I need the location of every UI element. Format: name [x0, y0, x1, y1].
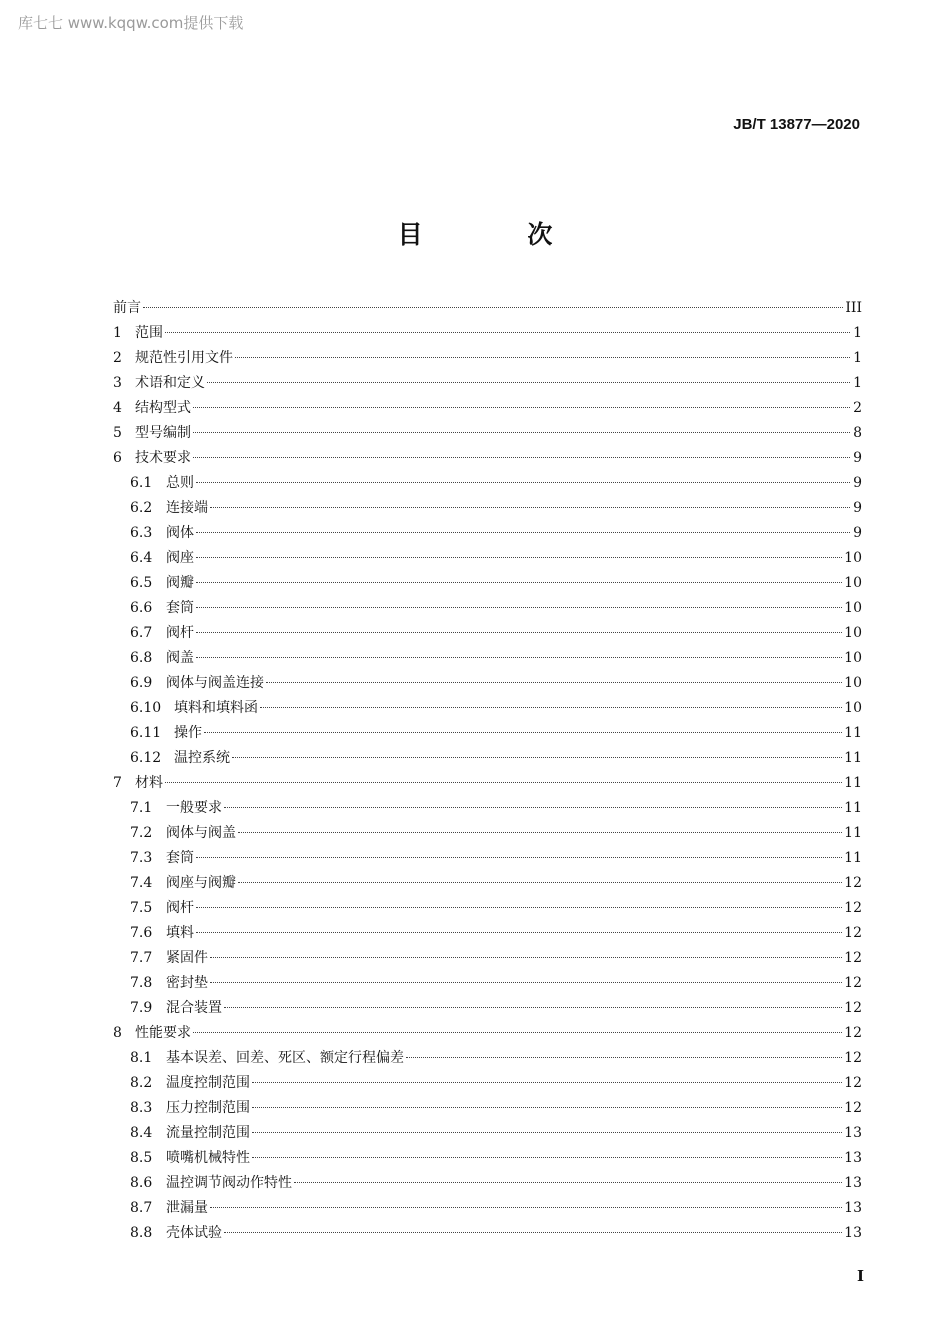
toc-entry-title: 温控调节阀动作特性 — [166, 1175, 292, 1191]
toc-entry-title: 阀体 — [166, 525, 194, 541]
toc-entry-title: 性能要求 — [135, 1025, 191, 1041]
toc-entry-page: 10 — [844, 650, 862, 666]
toc-entry-number: 7.1 — [130, 800, 153, 816]
toc-entry-title: 型号编制 — [135, 425, 191, 441]
toc-leader-dots — [238, 881, 842, 883]
toc-entry-number: 2 — [113, 350, 122, 366]
toc-leader-dots — [196, 631, 842, 633]
toc-entry[interactable] — [113, 846, 862, 871]
toc-entry-number: 8.3 — [130, 1100, 153, 1116]
toc-entry-page: 10 — [844, 600, 862, 616]
toc-entry-page: III — [845, 300, 862, 316]
toc-entry-number: 6.11 — [130, 725, 162, 741]
toc-entry-number: 6.1 — [130, 475, 153, 491]
toc-leader-dots — [224, 1231, 842, 1233]
toc-entry-number: 6.5 — [130, 575, 153, 591]
toc-entry[interactable] — [113, 796, 862, 821]
toc-entry-page: 12 — [844, 1050, 862, 1066]
toc-entry[interactable] — [113, 746, 862, 771]
toc-entry-page: 13 — [844, 1175, 862, 1191]
toc-entry-page: 11 — [844, 775, 862, 791]
toc-entry-title: 阀杆 — [166, 900, 194, 916]
toc-entry-number: 5 — [113, 425, 122, 441]
toc-entry-page: 1 — [853, 325, 862, 341]
toc-entry-number: 7.4 — [130, 875, 153, 891]
toc-entry-page: 12 — [844, 925, 862, 941]
toc-entry-number: 6.7 — [130, 625, 153, 641]
toc-entry-page: 10 — [844, 575, 862, 591]
toc-leader-dots — [193, 406, 850, 408]
toc-entry-title: 温度控制范围 — [166, 1075, 250, 1091]
toc-entry-title: 阀体与阀盖连接 — [166, 675, 264, 691]
toc-entry-page: 13 — [844, 1200, 862, 1216]
toc-entry-page: 9 — [853, 500, 862, 516]
toc-entry[interactable] — [113, 1071, 862, 1096]
toc-leader-dots — [252, 1156, 842, 1158]
toc-leader-dots — [196, 931, 842, 933]
toc-entry-page: 9 — [853, 450, 862, 466]
toc-entry-title: 紧固件 — [166, 950, 208, 966]
toc-entry-title: 喷嘴机械特性 — [166, 1150, 250, 1166]
toc-leader-dots — [196, 906, 842, 908]
toc-entry-number: 7.8 — [130, 975, 153, 991]
toc-entry-page: 12 — [844, 950, 862, 966]
toc-entry-number: 6.6 — [130, 600, 153, 616]
toc-leader-dots — [165, 781, 842, 783]
toc-leader-dots — [224, 1006, 842, 1008]
toc-entry-number: 8.4 — [130, 1125, 153, 1141]
toc-entry-number: 6.2 — [130, 500, 153, 516]
toc-entry-title: 套筒 — [166, 850, 194, 866]
toc-entry-page: 12 — [844, 1075, 862, 1091]
toc-leader-dots — [210, 956, 842, 958]
toc-entry-page: 12 — [844, 975, 862, 991]
toc-entry-number: 3 — [113, 375, 122, 391]
watermark-text: 库七七 www.kqqw.com提供下载 — [18, 14, 244, 32]
toc-entry-number: 7.2 — [130, 825, 153, 841]
toc-leader-dots — [294, 1181, 842, 1183]
toc-entry-number: 8.8 — [130, 1225, 153, 1241]
toc-leader-dots — [196, 531, 850, 533]
toc-entry[interactable] — [113, 696, 862, 721]
toc-leader-dots — [252, 1106, 842, 1108]
standard-number: JB/T 13877—2020 — [733, 116, 860, 133]
toc-leader-dots — [196, 856, 842, 858]
toc-entry-number: 6.9 — [130, 675, 153, 691]
toc-entry-title: 阀座与阀瓣 — [166, 875, 236, 891]
toc-entry-title: 填料 — [166, 925, 194, 941]
toc-entry-page: 10 — [844, 550, 862, 566]
toc-leader-dots — [193, 456, 850, 458]
toc-leader-dots — [196, 581, 842, 583]
toc-entry[interactable] — [113, 321, 862, 346]
toc-entry[interactable] — [113, 946, 862, 971]
toc-entry-number: 6.4 — [130, 550, 153, 566]
toc-entry[interactable] — [113, 521, 862, 546]
toc-leader-dots — [260, 706, 842, 708]
toc-leader-dots — [204, 731, 842, 733]
toc-entry[interactable] — [113, 971, 862, 996]
toc-entry-title: 阀盖 — [166, 650, 194, 666]
toc-entry-title: 压力控制范围 — [166, 1100, 250, 1116]
toc-leader-dots — [196, 481, 850, 483]
toc-entry-number: 8.6 — [130, 1175, 153, 1191]
toc-title: 目 次 — [397, 220, 601, 249]
toc-entry-page: 11 — [844, 850, 862, 866]
toc-leader-dots — [238, 831, 842, 833]
toc-entry-number: 6.3 — [130, 525, 153, 541]
toc-entry-title: 阀体与阀盖 — [166, 825, 236, 841]
toc-entry-title: 阀杆 — [166, 625, 194, 641]
toc-entry-number: 6.8 — [130, 650, 153, 666]
toc-entry-title: 操作 — [174, 725, 202, 741]
toc-entry[interactable] — [113, 421, 862, 446]
toc-entry[interactable] — [113, 296, 862, 321]
toc-entry-title: 混合装置 — [166, 1000, 222, 1016]
toc-entry-title: 总则 — [166, 475, 194, 491]
table-of-contents — [113, 296, 862, 1246]
toc-entry-number: 6.10 — [130, 700, 162, 716]
toc-leader-dots — [224, 806, 842, 808]
toc-entry-title: 流量控制范围 — [166, 1125, 250, 1141]
toc-entry-title: 填料和填料函 — [174, 700, 258, 716]
toc-entry[interactable] — [113, 671, 862, 696]
toc-entry-page: 11 — [844, 825, 862, 841]
toc-entry-number: 6 — [113, 450, 122, 466]
toc-entry[interactable] — [113, 346, 862, 371]
toc-entry-number: 8.5 — [130, 1150, 153, 1166]
toc-entry[interactable] — [113, 496, 862, 521]
toc-leader-dots — [210, 1206, 842, 1208]
toc-entry-page: 12 — [844, 1000, 862, 1016]
toc-entry[interactable] — [113, 821, 862, 846]
toc-entry-title: 前言 — [113, 300, 141, 316]
toc-entry-page: 9 — [853, 525, 862, 541]
toc-entry[interactable] — [113, 396, 862, 421]
toc-leader-dots — [235, 356, 850, 358]
toc-entry[interactable] — [113, 921, 862, 946]
toc-entry-page: 13 — [844, 1150, 862, 1166]
toc-entry-title: 一般要求 — [166, 800, 222, 816]
toc-entry[interactable] — [113, 1021, 862, 1046]
toc-entry-number: 8.1 — [130, 1050, 153, 1066]
toc-entry-number: 7 — [113, 775, 122, 791]
toc-entry-page: 1 — [853, 350, 862, 366]
toc-entry[interactable] — [113, 1046, 862, 1071]
toc-leader-dots — [193, 431, 850, 433]
toc-entry-title: 连接端 — [166, 500, 208, 516]
toc-entry-number: 7.5 — [130, 900, 153, 916]
toc-entry[interactable] — [113, 1171, 862, 1196]
toc-entry-number: 7.6 — [130, 925, 153, 941]
toc-leader-dots — [143, 306, 843, 308]
toc-entry-title: 阀座 — [166, 550, 194, 566]
toc-leader-dots — [196, 656, 842, 658]
toc-entry[interactable] — [113, 996, 862, 1021]
toc-entry[interactable] — [113, 1121, 862, 1146]
toc-entry[interactable] — [113, 1096, 862, 1121]
toc-entry-number: 7.7 — [130, 950, 153, 966]
toc-entry-title: 材料 — [135, 775, 163, 791]
toc-entry-title: 壳体试验 — [166, 1225, 222, 1241]
toc-entry[interactable] — [113, 1196, 862, 1221]
toc-entry-page: 10 — [844, 625, 862, 641]
toc-entry-page: 11 — [844, 750, 862, 766]
toc-entry-number: 7.9 — [130, 1000, 153, 1016]
toc-entry-page: 10 — [844, 700, 862, 716]
toc-entry-number: 7.3 — [130, 850, 153, 866]
toc-leader-dots — [210, 506, 850, 508]
toc-entry-page: 13 — [844, 1225, 862, 1241]
toc-entry-title: 密封垫 — [166, 975, 208, 991]
toc-leader-dots — [252, 1131, 842, 1133]
toc-entry-title: 套筒 — [166, 600, 194, 616]
toc-entry-number: 4 — [113, 400, 122, 416]
toc-entry-title: 技术要求 — [135, 450, 191, 466]
toc-entry-number: 1 — [113, 325, 122, 341]
toc-entry-title: 温控系统 — [174, 750, 230, 766]
toc-entry-page: 11 — [844, 800, 862, 816]
toc-entry-page: 12 — [844, 1025, 862, 1041]
toc-leader-dots — [232, 756, 842, 758]
toc-entry-page: 1 — [853, 375, 862, 391]
toc-entry-title: 基本误差、回差、死区、额定行程偏差 — [166, 1050, 404, 1066]
toc-entry-number: 6.12 — [130, 750, 162, 766]
toc-leader-dots — [266, 681, 842, 683]
toc-entry-title: 术语和定义 — [135, 375, 205, 391]
toc-entry-page: 12 — [844, 1100, 862, 1116]
toc-entry[interactable] — [113, 471, 862, 496]
toc-leader-dots — [207, 381, 850, 383]
toc-entry[interactable] — [113, 771, 862, 796]
toc-entry-title: 阀瓣 — [166, 575, 194, 591]
footer-page-number: I — [856, 1267, 864, 1285]
toc-entry[interactable] — [113, 871, 862, 896]
toc-entry[interactable] — [113, 571, 862, 596]
toc-entry-page: 9 — [853, 475, 862, 491]
toc-leader-dots — [193, 1031, 842, 1033]
toc-entry-title: 范围 — [135, 325, 163, 341]
toc-entry-number: 8 — [113, 1025, 122, 1041]
toc-entry-number: 8.2 — [130, 1075, 153, 1091]
toc-entry[interactable] — [113, 371, 862, 396]
toc-entry-page: 13 — [844, 1125, 862, 1141]
toc-entry-page: 12 — [844, 875, 862, 891]
toc-entry[interactable] — [113, 621, 862, 646]
toc-entry[interactable] — [113, 1221, 862, 1246]
toc-entry[interactable] — [113, 646, 862, 671]
toc-leader-dots — [210, 981, 842, 983]
toc-leader-dots — [196, 606, 842, 608]
toc-entry-page: 8 — [853, 425, 862, 441]
toc-entry-page: 2 — [853, 400, 862, 416]
toc-entry[interactable] — [113, 596, 862, 621]
toc-entry-page: 10 — [844, 675, 862, 691]
toc-entry[interactable] — [113, 546, 862, 571]
toc-leader-dots — [406, 1056, 842, 1058]
toc-entry-title: 结构型式 — [135, 400, 191, 416]
toc-entry[interactable] — [113, 1146, 862, 1171]
toc-leader-dots — [165, 331, 850, 333]
toc-entry-title: 泄漏量 — [166, 1200, 208, 1216]
toc-entry[interactable] — [113, 721, 862, 746]
toc-entry-title: 规范性引用文件 — [135, 350, 233, 366]
toc-entry[interactable] — [113, 896, 862, 921]
toc-entry[interactable] — [113, 446, 862, 471]
toc-entry-number: 8.7 — [130, 1200, 153, 1216]
toc-leader-dots — [196, 556, 842, 558]
toc-entry-page: 12 — [844, 900, 862, 916]
toc-entry-page: 11 — [844, 725, 862, 741]
toc-leader-dots — [252, 1081, 842, 1083]
